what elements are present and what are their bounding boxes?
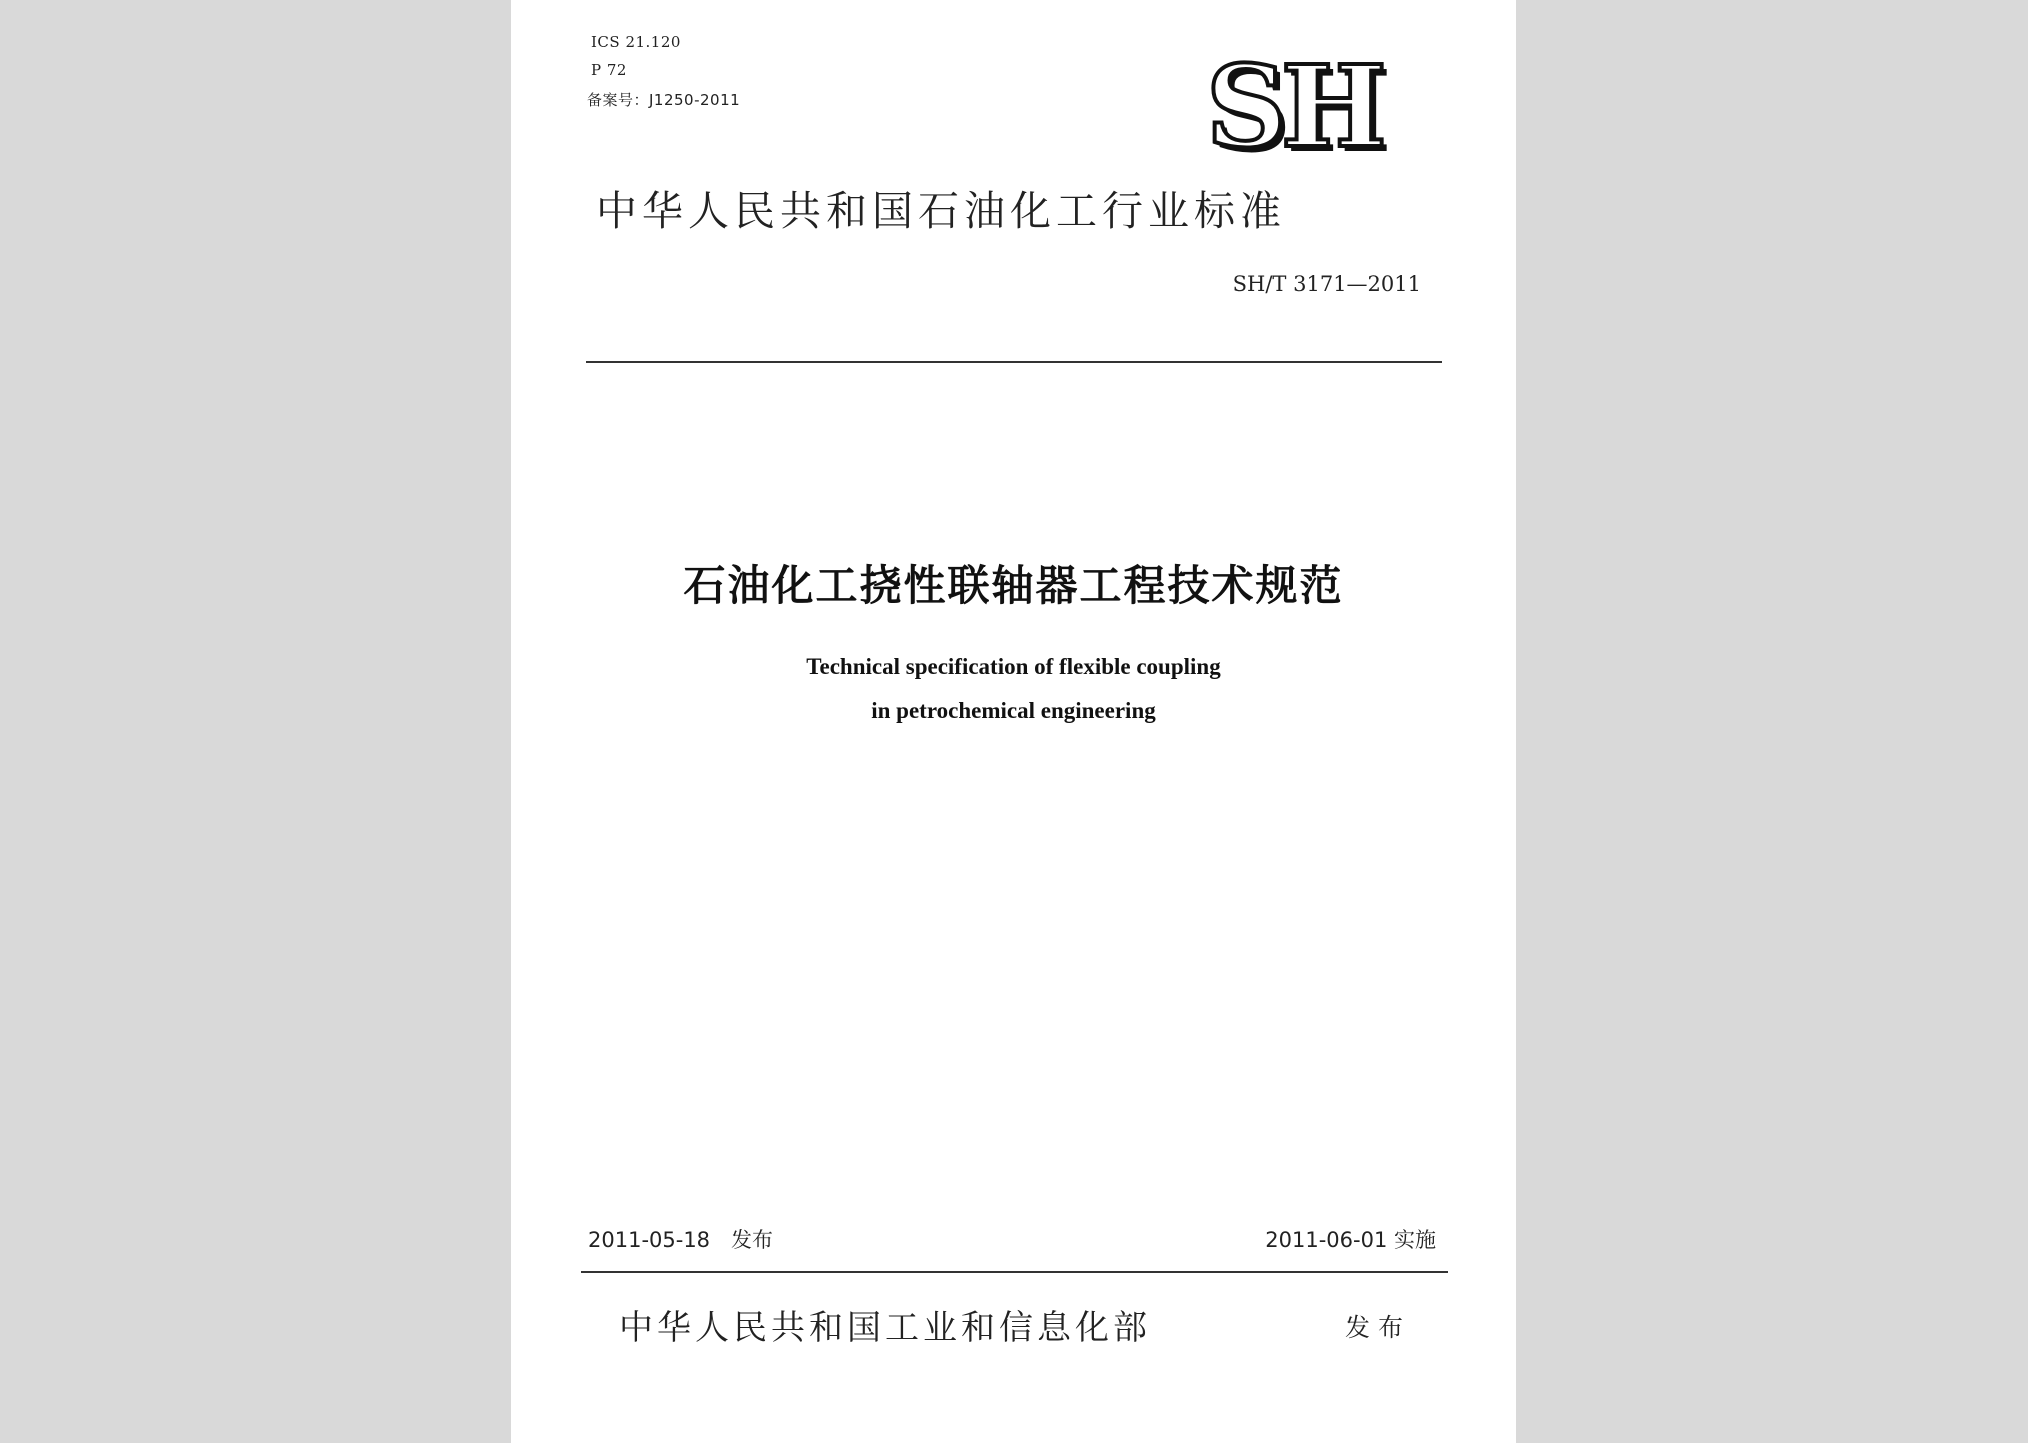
document-title-zh: 石油化工挠性联轴器工程技术规范 — [683, 561, 1344, 610]
header-divider — [586, 361, 1442, 363]
sh-logo: SH — [1206, 42, 1381, 173]
classification-code: P 72 — [591, 61, 627, 79]
publish-label: 发布 — [1344, 1313, 1411, 1342]
record-number: 备案号：J1250-2011 — [587, 91, 741, 109]
document-title-en-line1: Technical specification of flexible coupling — [806, 654, 1221, 679]
ics-code: ICS 21.120 — [591, 33, 681, 51]
effective-date: 2011-06-01 实施 — [1265, 1228, 1436, 1252]
footer-divider — [581, 1271, 1448, 1273]
standard-category: 中华人民共和国石油化工行业标准 — [596, 187, 1286, 235]
publisher-name: 中华人民共和国工业和信息化部 — [619, 1308, 1151, 1348]
document-title-en-line2: in petrochemical engineering — [871, 698, 1156, 723]
issue-date: 2011-05-18 发布 — [588, 1228, 774, 1252]
document-page — [511, 0, 1516, 1443]
standard-number: SH/T 3171—2011 — [1232, 272, 1421, 296]
